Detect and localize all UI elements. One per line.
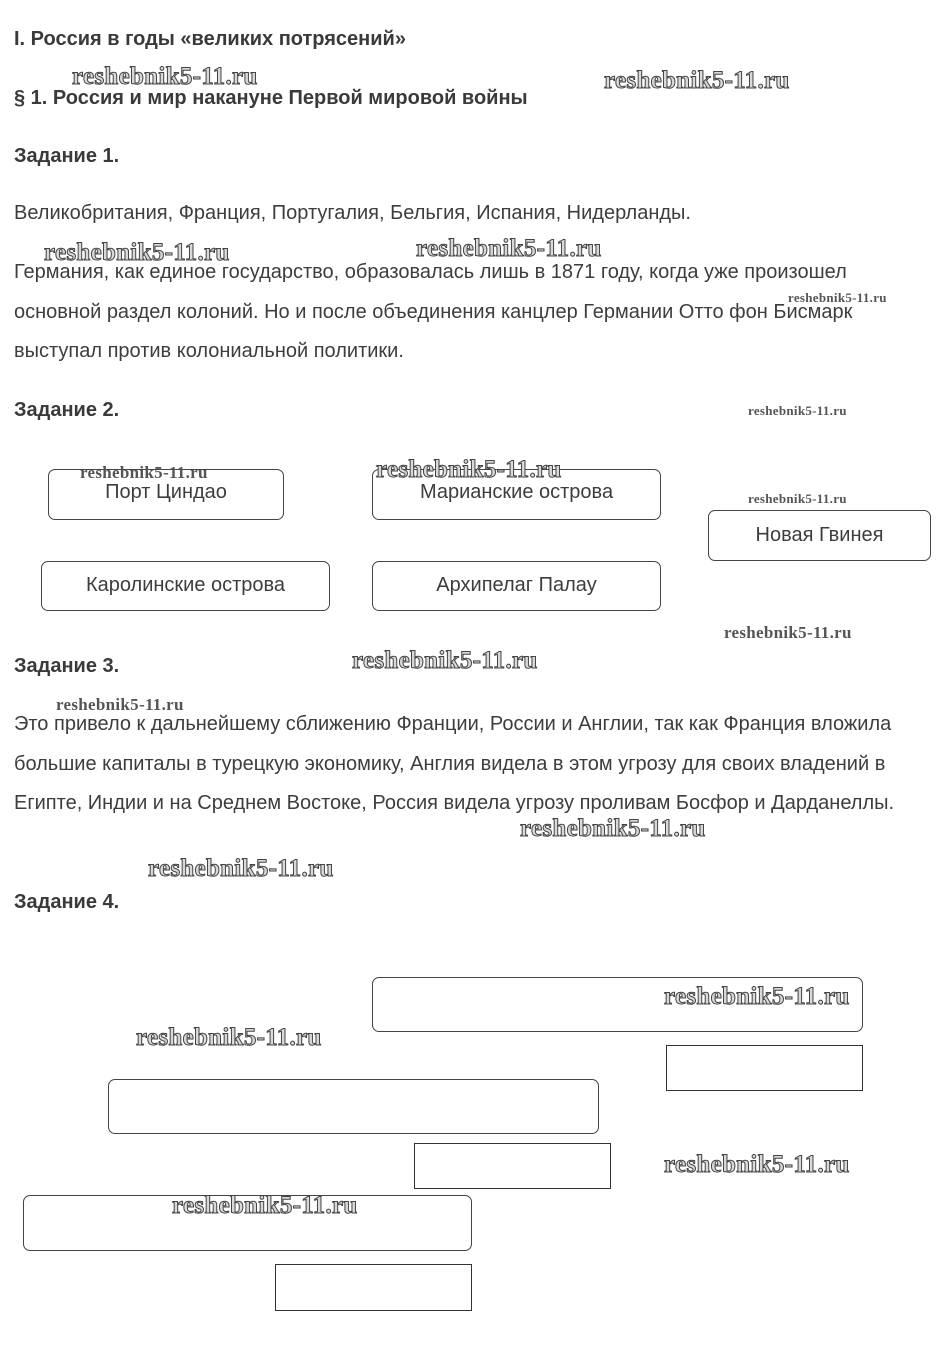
- task3-title: Задание 3.: [14, 655, 120, 677]
- task4-rounded-box-2: [108, 1079, 599, 1134]
- watermark: reshebnik5-11.ru: [604, 67, 790, 94]
- watermark: reshebnik5-11.ru: [748, 491, 847, 506]
- task1-title: Задание 1.: [14, 145, 120, 167]
- watermark: reshebnik5-11.ru: [148, 855, 334, 882]
- watermark: reshebnik5-11.ru: [80, 463, 208, 482]
- chapter-title: I. Россия в годы «великих потрясений»: [14, 28, 406, 50]
- box-caroline-islands: Каролинские острова: [41, 561, 330, 611]
- watermark: reshebnik5-11.ru: [44, 239, 230, 266]
- watermark: reshebnik5-11.ru: [56, 695, 184, 714]
- task2-title: Задание 2.: [14, 399, 120, 421]
- watermark: reshebnik5-11.ru: [172, 1192, 358, 1219]
- watermark: reshebnik5-11.ru: [376, 456, 562, 483]
- watermark: reshebnik5-11.ru: [724, 623, 852, 642]
- watermark: reshebnik5-11.ru: [788, 290, 887, 305]
- task3-paragraph: Это привело к дальнейшему сближению Франции, России и Англии, так как Франция вложила большие капиталы в турецкую экономику, Англия видела в этом угрозу для своих владений в Египте, Индии и на Среднем Востоке, Россия видела угрозу проливам Босфор и Дарданеллы.: [14, 713, 895, 814]
- task1-paragraph: Германия, как единое государство, образовалась лишь в 1871 году, когда уже произошел основной раздел колоний. Но и после объединения канцлер Германии Отто фон Бисмарк выступал против колониальной политики.: [14, 261, 853, 362]
- watermark: reshebnik5-11.ru: [664, 1151, 850, 1178]
- watermark: reshebnik5-11.ru: [416, 235, 602, 262]
- watermark: reshebnik5-11.ru: [520, 815, 706, 842]
- task4-rect-2: [414, 1143, 611, 1189]
- task4-rect-1: [666, 1045, 863, 1091]
- watermark: reshebnik5-11.ru: [748, 403, 847, 418]
- box-port-tsingtao: Порт Циндао: [48, 469, 284, 520]
- box-new-guinea: Новая Гвинея: [708, 510, 931, 561]
- watermark: reshebnik5-11.ru: [136, 1024, 322, 1051]
- task4-rect-3: [275, 1264, 472, 1311]
- task4-rounded-box-1: [372, 977, 863, 1032]
- watermark: reshebnik5-11.ru: [72, 63, 258, 90]
- task4-rounded-box-3: [23, 1195, 472, 1251]
- task1-answer-line: Великобритания, Франция, Португалия, Бельгия, Испания, Нидерланды.: [14, 202, 691, 224]
- task4-title: Задание 4.: [14, 891, 120, 913]
- box-mariana-islands: Марианские острова: [372, 469, 661, 520]
- section-title: § 1. Россия и мир накануне Первой мировой войны: [14, 87, 528, 109]
- box-palau-archipelago: Архипелаг Палау: [372, 561, 661, 611]
- watermark: reshebnik5-11.ru: [664, 983, 850, 1010]
- watermark: reshebnik5-11.ru: [352, 647, 538, 674]
